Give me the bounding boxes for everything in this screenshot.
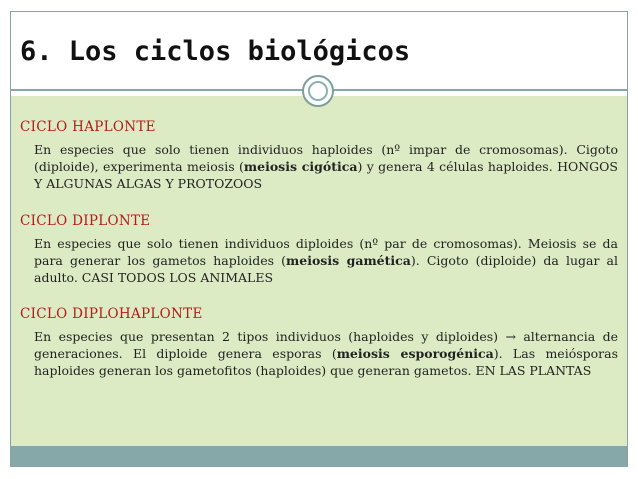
section-diplonte xyxy=(20,213,620,286)
footer-bar xyxy=(11,446,627,466)
slide-title: 6. Los ciclos biológicos xyxy=(20,36,411,67)
content-area xyxy=(11,96,627,446)
decorative-circle-inner-icon xyxy=(308,81,328,101)
text-part: En especies que solo tienen individuos diploides (nº par de cromosomas). Meiosis se da para generar los gametos haploides ( xyxy=(34,236,618,268)
section-text xyxy=(34,235,618,286)
text-part: ). Las meiósporas haploides generan los gametofitos (haploides) que generan gametos. EN LAS PLANTAS xyxy=(34,346,618,378)
key-term: meiosis cigótica xyxy=(243,159,358,174)
section-heading: CICLO DIPLONTE xyxy=(20,213,151,229)
key-term: meiosis esporogénica xyxy=(336,346,494,361)
text-part: En especies que solo tienen individuos haploides (nº impar de cromosomas). Cigoto (diploide), experimenta meiosis ( xyxy=(34,142,618,174)
text-part: ) y genera 4 células haploides. HONGOS Y ALGUNAS ALGAS Y PROTOZOOS xyxy=(34,159,618,191)
text-part: ). Cigoto (diploide) da lugar al adulto. CASI TODOS LOS ANIMALES xyxy=(34,253,618,285)
slide xyxy=(10,11,628,467)
decorative-circle-icon xyxy=(302,75,334,107)
section-heading: CICLO DIPLOHAPLONTE xyxy=(20,306,203,322)
section-text xyxy=(34,141,618,192)
section-haplonte xyxy=(20,119,620,192)
key-term: meiosis gamética xyxy=(286,253,411,268)
section-text xyxy=(34,328,618,379)
section-diplohaplonte xyxy=(20,306,620,379)
section-heading: CICLO HAPLONTE xyxy=(20,119,156,135)
text-part: En especies que presentan 2 tipos individuos (haploides y diploides) → alternancia de generaciones. El diploide genera esporas ( xyxy=(34,329,618,361)
